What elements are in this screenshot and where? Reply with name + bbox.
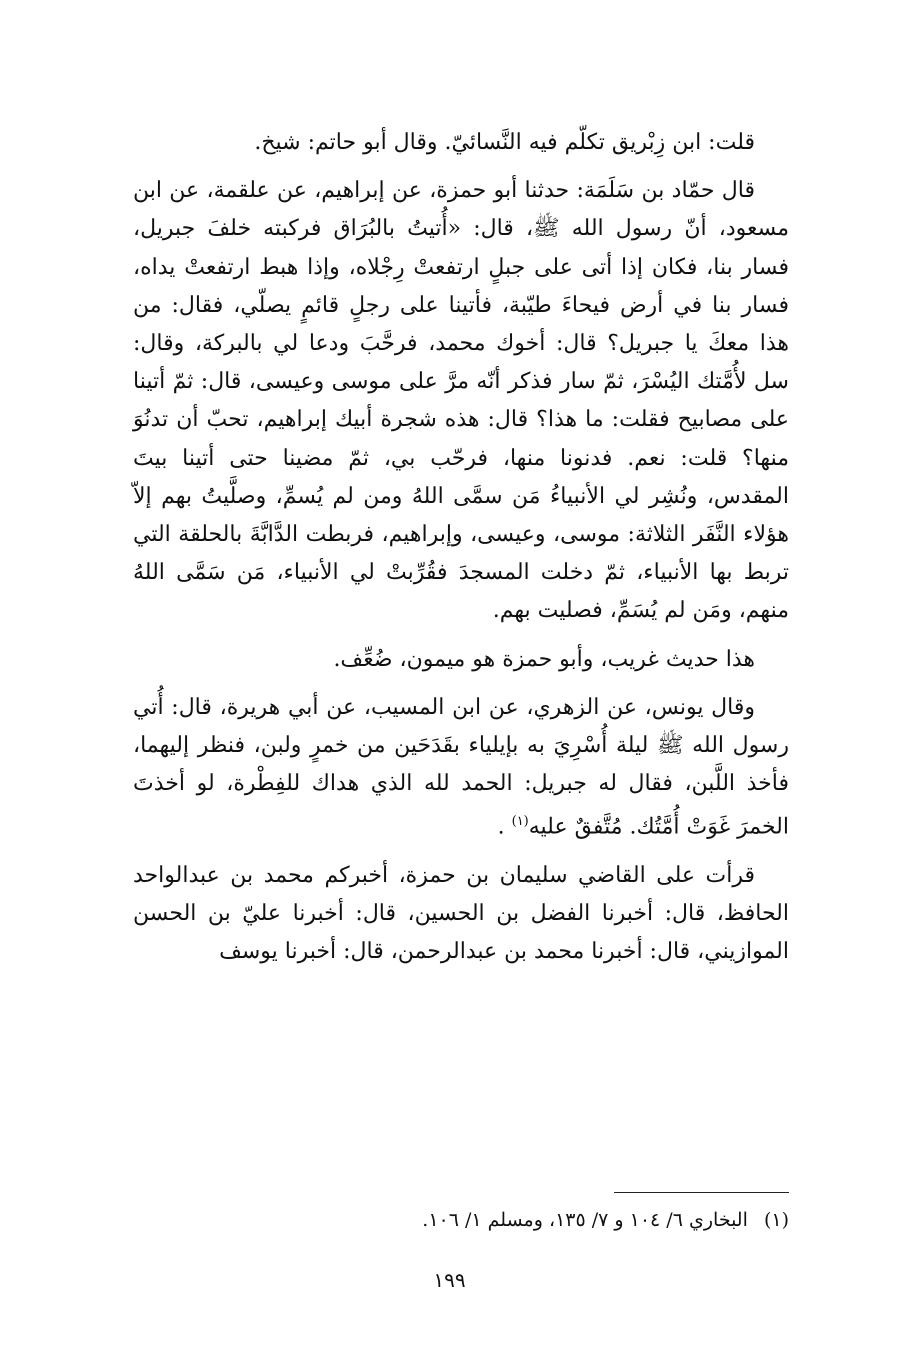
paragraph-5: قرأت على القاضي سليمان بن حمزة، أخبركم محمد بن عبدالواحد الحافظ، قال: أخبرنا الفضل بن الحسين، قال: أخبرنا عليّ بن الحسن الموازيني، قال: أخبرنا محمد بن عبدالرحمن، قال: أخبرنا يوسف <box>133 862 789 965</box>
paragraph-1: قلت: ابن زِبْريق تكلّم فيه النَّسائيّ. وقال أبو حاتم: شيخ. <box>254 130 755 155</box>
footnote-marker: (١) <box>763 1209 789 1231</box>
main-text <box>133 124 789 972</box>
paragraph-3: هذا حديث غريب، وأبو حمزة هو ميمون، ضُعِّف. <box>333 646 755 672</box>
page-number: ١٩٩ <box>433 1268 466 1292</box>
footnote <box>133 1206 789 1234</box>
footnote-reference: (١) <box>511 814 529 830</box>
paragraph-4 <box>133 689 789 847</box>
footnote-text: البخاري ٦/ ١٠٤ و ٧/ ١٣٥، ومسلم ١/ ١٠٦. <box>422 1209 748 1231</box>
footnote-separator <box>614 1192 789 1193</box>
paragraph-4-tail: . <box>497 814 512 840</box>
paragraph-4-text: وقال يونس، عن الزهري، عن ابن المسيب، عن أبي هريرة، قال: أُتي رسول الله ﷺ ليلة أُسْرِيَ به بإيلياء بقَدَحَين من خمرٍ ولبن، فنظر إليهما، فأخذ اللَّبن، فقال له جبريل: الحمد لله الذي هداك للفِطْرة، لو أخذتَ الخمرَ غَوَتْ أُمَّتُك. مُتَّفقٌ عليه <box>133 694 789 840</box>
paragraph-2: قال حمّاد بن سَلَمَة: حدثنا أبو حمزة، عن إبراهيم، عن علقمة، عن ابن مسعود، أنّ رسول الله ﷺ، قال: «أُتيتُ بالبُرَاق فركبته خلفَ جبريل، فسار بنا، فكان إذا أتى على جبلٍ ارتفعتْ رِجْلاه، وإذا هبط ارتفعتْ يداه، فسار بنا في أرض فيحاءَ طيّبة، فأتينا على رجلٍ قائمٍ يصلّي، فقال: من هذا معكَ يا جبريل؟ قال: أخوك محمد، فرحَّبَ ودعا لي بالبركة، وقال: سل لأُمَّتك اليُسْرَ، ثمّ سار فذكر أنّه مرَّ على موسى وعيسى، قال: ثمّ أتينا على مصابيح فقلت: ما هذا؟ قال: هذه شجرة أبيك إبراهيم، تحبّ أن تدنُوَ منها؟ قلت: نعم. فدنونا منها، فرحّب بي، ثمّ مضينا حتى أتينا بيتَ المقدس، ونُشِر لي الأنبياءُ مَن سمَّى اللهُ ومن لم يُسمِّ، وصلَّيتُ بهم إلاّ هؤلاء النَّفَر الثلاثة: موسى، وعيسى، وإبراهيم، فربطت الدَّابَّةَ بالحلقة التي تربط بها الأنبياء، ثمّ دخلت المسجدَ فقُرِّبتْ لي الأنبياء، مَن سَمَّى اللهُ منهم، ومَن لم يُسَمِّ، فصليت بهم. <box>133 178 789 624</box>
